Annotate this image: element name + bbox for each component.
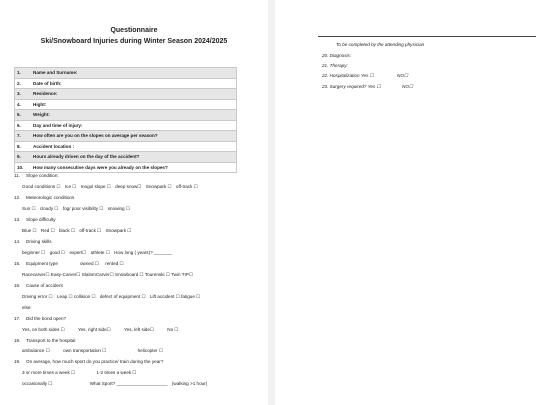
q11-option[interactable]: Good conditions ☐ (22, 184, 61, 189)
q15-option[interactable]: Racecarver☐ Easy-Carver☐ SlalomCarver☐ Snowboard ☐ Tourenski ☐ Twin TIP☐ (22, 272, 193, 277)
q13-option[interactable]: Blue ☐ (22, 228, 37, 233)
q15-ownership-options (80, 261, 127, 267)
info-row-number: 6. (15, 120, 32, 131)
q13-options (22, 228, 134, 234)
q11-option[interactable]: mogul slope ☐ (80, 184, 111, 189)
info-row-number: 4. (15, 99, 32, 110)
q11-options (22, 184, 201, 190)
q19-option[interactable]: occasionally ☐ (22, 381, 53, 386)
q12-option[interactable]: Sun ☐ (22, 206, 36, 211)
q13-option[interactable]: black ☐ (58, 228, 76, 233)
q12-option[interactable]: cloudy ☐ (39, 206, 59, 211)
info-row-label: Hours already driven on the day of the accident? (31, 152, 237, 163)
info-row-label: Weight: (31, 110, 237, 121)
info-row-number: 10. (15, 162, 32, 173)
q20-diagnosis[interactable]: 20. Diagnosis: (322, 53, 352, 58)
question-14: 14. Driving skills (14, 239, 52, 244)
page-gutter (268, 0, 275, 405)
question-15: 15. Equipment type (14, 261, 58, 266)
info-row-label: Date of birth: (31, 78, 237, 89)
info-row-number: 8. (15, 141, 32, 152)
info-row[interactable] (15, 120, 237, 131)
q13-option[interactable]: Snowpark ☐ (105, 228, 132, 233)
info-row-label: Day and time of injury: (31, 120, 237, 131)
info-row[interactable] (15, 78, 237, 89)
q14-options (22, 250, 175, 256)
q19-options-row1 (22, 370, 140, 376)
q13-option[interactable]: off-track ☐ (79, 228, 102, 233)
info-row-label: How often are you on the slopes on average per season? (31, 131, 237, 142)
q12-option[interactable]: snowing ☐ (107, 206, 130, 211)
q18-option[interactable]: helicopter ☐ (137, 348, 163, 353)
info-row[interactable] (15, 152, 237, 163)
q22-hospitalization-no[interactable]: NO☐ (397, 73, 409, 78)
info-row-number: 1. (15, 68, 32, 79)
info-row[interactable] (15, 141, 237, 152)
q17-option[interactable]: Yes, right side☐ (77, 327, 111, 332)
q12-option[interactable]: fog/ poor visibility ☐ (62, 206, 104, 211)
q16-option[interactable]: Leap ☐ collision ☐ (56, 294, 96, 299)
info-row-number: 2. (15, 78, 32, 89)
q17-option[interactable]: Yes, on both sides ☐ (22, 327, 65, 332)
q14-option[interactable]: athlete ☐ (90, 250, 110, 255)
info-row[interactable] (15, 68, 237, 79)
info-row-label: Name and Surname: (31, 68, 237, 79)
info-row-number: 3. (15, 89, 32, 100)
q16-else-field[interactable]: else: (22, 305, 32, 310)
info-row-number: 5. (15, 110, 32, 121)
q11-option[interactable]: Snowpark ☐ (145, 184, 172, 189)
question-19: 19. On average, how much sport do you practice/ train during the year? (14, 359, 164, 364)
signature-line (318, 36, 536, 37)
info-row[interactable] (15, 131, 237, 142)
q11-option[interactable]: deep snow☐ (115, 184, 142, 189)
question-17: 17. Did the bond open? (14, 316, 67, 321)
info-row[interactable] (15, 99, 237, 110)
q18-options (22, 348, 166, 354)
q16-option[interactable]: Driving error ☐ (22, 294, 53, 299)
info-row[interactable] (15, 89, 237, 100)
q12-options (22, 206, 133, 212)
q16-options (22, 294, 203, 300)
info-row-number: 7. (15, 131, 32, 142)
q15-option[interactable]: owned ☐ (80, 261, 99, 266)
q19-sport-field[interactable]: What Sport? ____________________ (89, 381, 168, 386)
question-13: 13. Slope difficulty (14, 217, 56, 222)
q14-option[interactable]: expert☐ (69, 250, 87, 255)
q18-option[interactable]: ambulance ☐ (22, 348, 50, 353)
q23-surgery-yes[interactable]: 23. Surgery required? Yes ☐ (322, 84, 381, 89)
info-row-label: Hight: (31, 99, 237, 110)
q15-type-options (22, 272, 196, 278)
q22-hospitalization-yes[interactable]: 22. Hospitalization Yes ☐ (322, 73, 374, 78)
q19-note: (walking >1 hour) (171, 381, 208, 386)
question-11: 11. Slope condition: (14, 173, 59, 178)
q23-surgery-no[interactable]: NO☐ (402, 84, 414, 89)
q17-option[interactable]: No ☐ (167, 327, 179, 332)
q21-therapy[interactable]: 21. Therapy: (322, 63, 348, 68)
info-row[interactable] (15, 110, 237, 121)
q19-option[interactable]: 3 or more times a week ☐ (22, 370, 76, 375)
q13-option[interactable]: Red ☐ (40, 228, 55, 233)
info-row-number: 9. (15, 152, 32, 163)
q14-option[interactable]: good ☐ (49, 250, 66, 255)
q18-option[interactable]: own transportation ☐ (63, 348, 107, 353)
info-row-label: Residence: (31, 89, 237, 100)
q14-years-field[interactable]: How long ( years)? _______ (114, 250, 172, 255)
q16-option[interactable]: defect of equipment ☐ (99, 294, 146, 299)
q14-option[interactable]: beginner ☐ (22, 250, 46, 255)
question-16: 16. Cause of accident (14, 283, 63, 288)
q19-options-row2 (22, 381, 210, 387)
q17-options (22, 327, 182, 333)
q11-option[interactable]: off-track ☐ (175, 184, 198, 189)
question-18: 18. Transport to the hospital (14, 338, 76, 343)
questionnaire-page-1 (0, 0, 268, 405)
info-row-label: How many consecutive days were you already on the slopes? (31, 162, 237, 173)
info-row-label: Accident location : (31, 141, 237, 152)
info-table (14, 67, 237, 173)
doc-subtitle: Ski/Snowboard Injuries during Winter Season 2024/2025 (40, 38, 228, 45)
q16-option[interactable]: Lift accident ☐ fatigue ☐ (149, 294, 201, 299)
questionnaire-page-2 (275, 0, 550, 405)
q15-option[interactable]: rented ☐ (105, 261, 124, 266)
q19-option[interactable]: 1-2 times a week ☐ (96, 370, 137, 375)
question-12: 12. Meteorologic conditions (14, 195, 75, 200)
q11-option[interactable]: Ice ☐ (64, 184, 77, 189)
physician-heading: To be completed by the attending physician (336, 42, 425, 47)
info-row[interactable] (15, 162, 237, 173)
doc-title: Questionnaire (110, 27, 158, 34)
q17-option[interactable]: Yes, left side☐ (124, 327, 154, 332)
